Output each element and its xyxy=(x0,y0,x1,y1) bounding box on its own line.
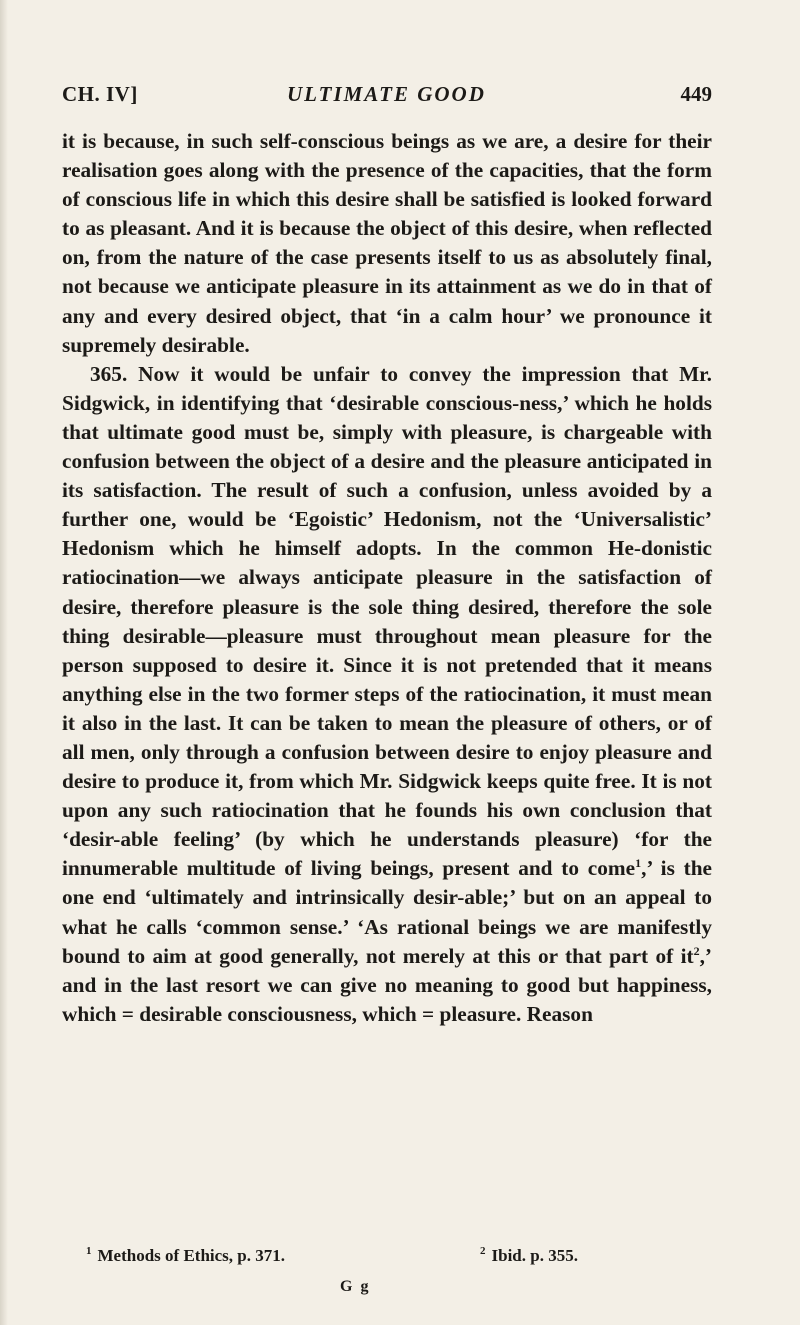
footnotes xyxy=(62,1246,712,1272)
signature-mark: G g xyxy=(340,1278,371,1295)
section-number: 365. xyxy=(90,361,128,386)
running-head xyxy=(62,82,712,112)
footnote-2 xyxy=(480,1246,578,1266)
chapter-label: CH. IV] xyxy=(62,82,138,106)
paragraph-text-part1: Now it would be unfair to convey the impression that Mr. Sidgwick, in identifying that ‘desirable conscious-ness,’ which he holds that ultimate good must be, simply with pleasure, is chargeable with confusion between the object of a desire and the pleasure anticipated in its satisfaction. The result of such a confusion, unless avoided by a further one, would be ‘Egoistic’ Hedonism, not the ‘Universalistic’ Hedonism which he himself adopts. In the common He-donistic ratiocination—we always anticipate pleasure in the satisfaction of desire, therefore pleasure is the sole thing desired, therefore the sole thing desirable—pleasure must throughout mean pleasure for the person supposed to desire it. Since it is not pretended that it means anything else in the two former steps of the ratiocination, it must mean it also in the last. It can be taken to mean the pleasure of others, or of all men, only through a confusion between desire to enjoy pleasure and desire to produce it, from which Mr. Sidgwick keeps quite free. It is not upon any such ratiocination that he founds his own conclusion that ‘desir-able feeling’ (by which he understands pleasure) ‘for the innumerable multitude of living beings, present and to come xyxy=(62,361,713,881)
footnote-reference-2: 2 xyxy=(693,943,700,958)
page-number: 449 xyxy=(680,82,712,106)
footnote-mark: 2 xyxy=(480,1245,486,1258)
footnote-text: Methods of Ethics, p. 371. xyxy=(97,1246,285,1265)
footnote-reference-1: 1 xyxy=(635,856,642,871)
body-text xyxy=(62,127,712,1029)
paragraph-text-part2: ,’ is the one end ‘ultimately and intrinsically desir-able;’ but on an appeal to what he calls ‘common sense.’ ‘As rational beings we are manifestly bound to aim at good generally, not merely at this or that part of it xyxy=(62,856,712,968)
footnote-1 xyxy=(86,1246,285,1266)
page-title: ULTIMATE GOOD xyxy=(287,82,486,106)
page-gutter-shadow xyxy=(0,0,8,1325)
paragraph-text-part3: ,’ and in the last resort we can give no meaning to good but happiness, which = desirable consciousness, which = pleasure. Reason xyxy=(62,943,712,1026)
paragraph-continued: it is because, in such self-conscious beings as we are, a desire for their realisation goes along with the presence of the capacities, that the form of conscious life in which this desire shall be satisfied is looked forward to as pleasant. And it is because the object of this desire, when reflected on, from the nature of the case presents itself to us as absolutely final, not because we anticipate pleasure in its attainment as we do in that of any and every desired object, that ‘in a calm hour’ we pronounce it supremely desirable. xyxy=(62,129,712,357)
paragraph-section xyxy=(62,360,712,1029)
footnote-text: Ibid. p. 355. xyxy=(491,1246,578,1265)
footnote-mark: 1 xyxy=(86,1245,92,1258)
